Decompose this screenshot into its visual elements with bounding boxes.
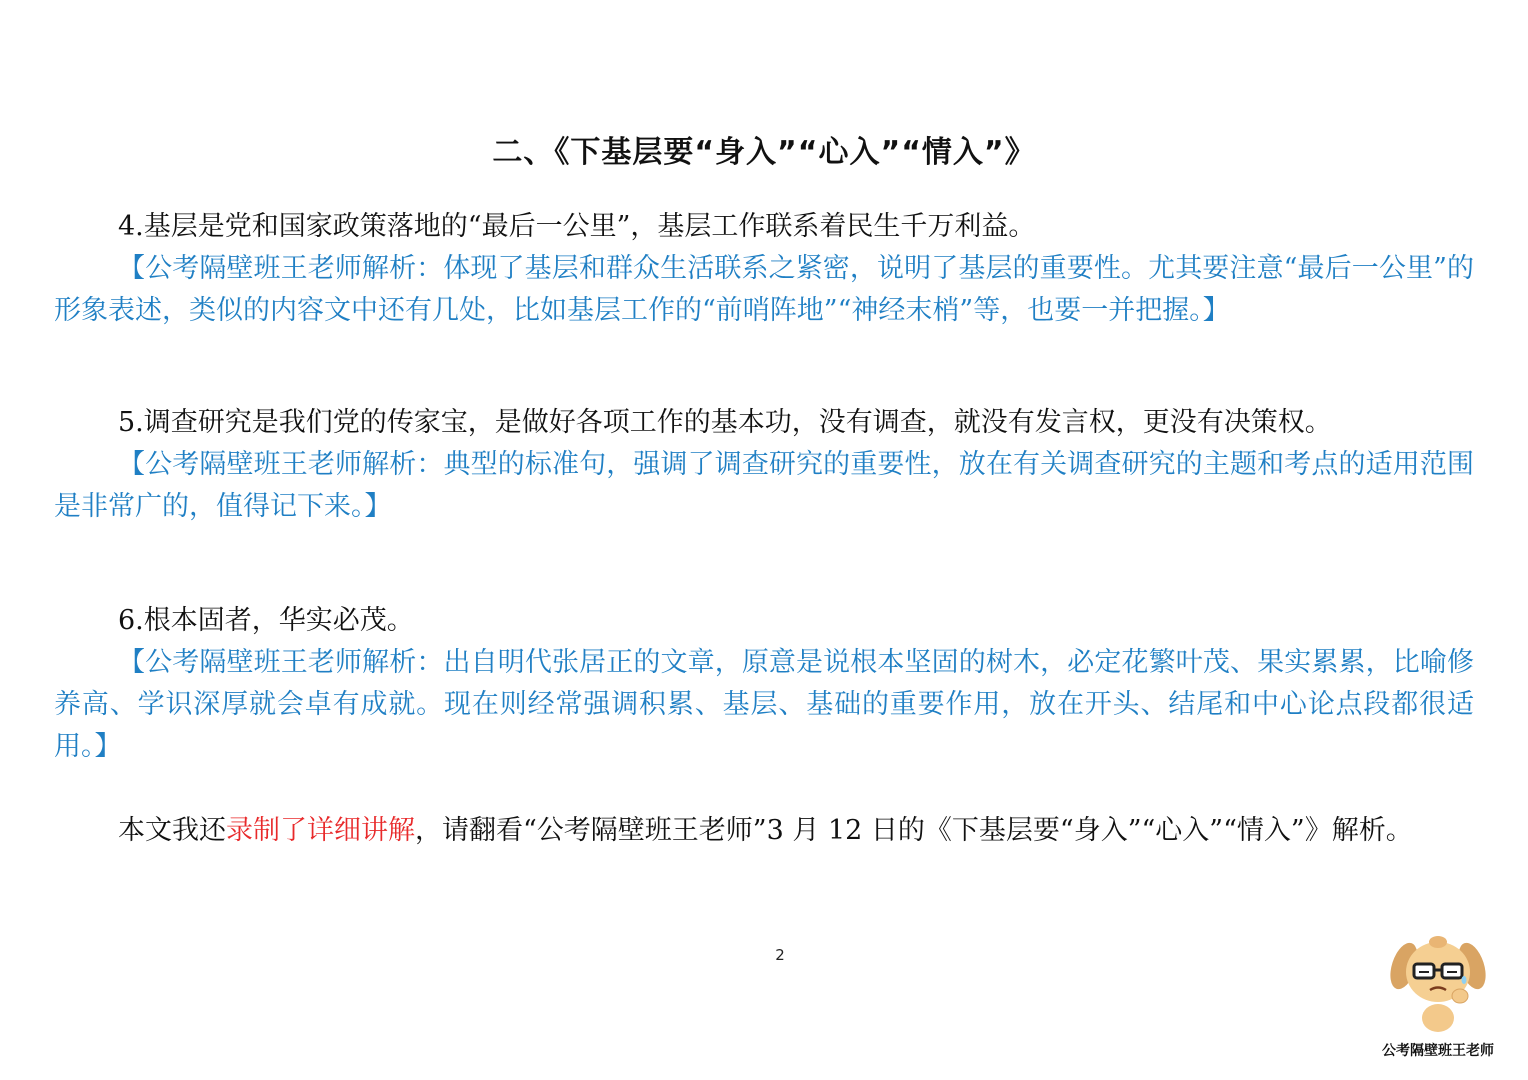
item-4 — [54, 206, 1474, 332]
item-6-statement: 6.根本固者，华实必茂。 — [118, 605, 414, 636]
logo-caption: 公考隔壁班王老师 — [1382, 1043, 1494, 1059]
item-6-analysis: 【公考隔壁班王老师解析：出自明代张居正的文章，原意是说根本坚固的树木，必定花繁叶茂、果实累累，比喻修养高、学识深厚就会卓有成就。现在则经常强调积累、基层、基础的重要作用，放在开头、结尾和中心论点段都很适用。】 — [54, 647, 1474, 762]
item-5-statement: 5.调查研究是我们党的传家宝，是做好各项工作的基本功，没有调查，就没有发言权，更没有决策权。 — [118, 407, 1332, 438]
cartoon-dog-mascot-icon — [1390, 930, 1486, 1034]
item-4-statement: 4.基层是党和国家政策落地的“最后一公里”，基层工作联系着民生千万利益。 — [118, 211, 1036, 242]
recording-note-after: ，请翻看“公考隔壁班王老师”3 月 12 日的《下基层要“身入”“心入”“情入”》解析。 — [415, 815, 1413, 846]
item-5 — [54, 402, 1474, 528]
item-5-analysis: 【公考隔壁班王老师解析：典型的标准句，强调了调查研究的重要性，放在有关调查研究的主题和考点的适用范围是非常广的，值得记下来。】 — [54, 449, 1474, 522]
page-title: 二、《下基层要“身入”“心入”“情入”》 — [492, 135, 1036, 170]
recording-note-highlight: 录制了详细讲解 — [226, 815, 415, 846]
item-6 — [54, 600, 1474, 768]
page-number: 2 — [775, 946, 785, 964]
recording-note-text — [54, 810, 1474, 852]
recording-note-before: 本文我还 — [118, 815, 226, 846]
item-4-analysis: 【公考隔壁班王老师解析：体现了基层和群众生活联系之紧密，说明了基层的重要性。尤其要注意“最后一公里”的形象表述，类似的内容文中还有几处，比如基层工作的“前哨阵地”“神经末梢”等，也要一并把握。】 — [54, 253, 1474, 326]
mascot-logo — [1368, 930, 1508, 1060]
recording-note — [54, 810, 1474, 852]
